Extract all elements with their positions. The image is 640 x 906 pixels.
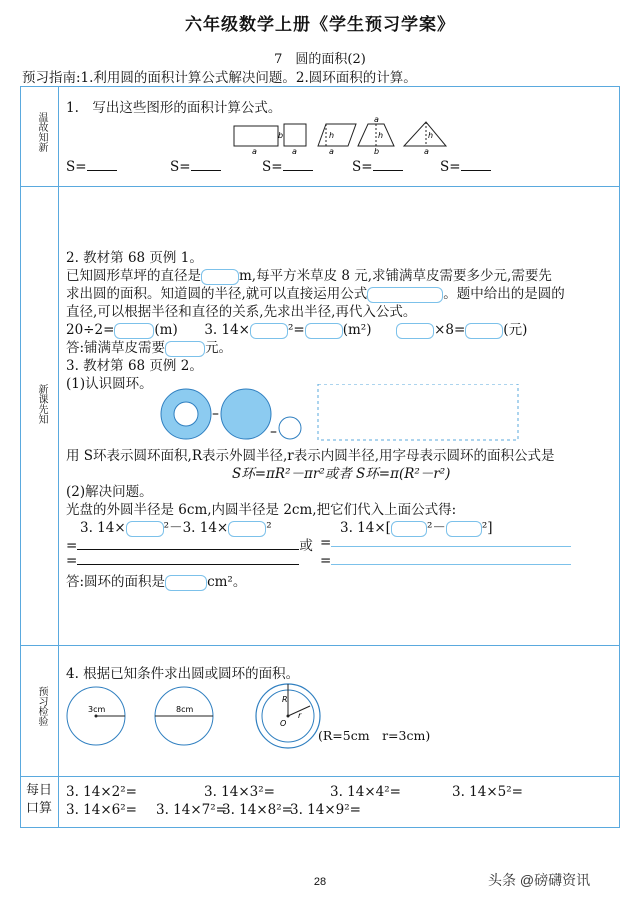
question-2-answer: 答:铺满草皮需要 元。 (66, 340, 233, 356)
svg-text:–: – (270, 424, 277, 440)
work-line-1[interactable]: = 或 (66, 538, 313, 554)
oral-calc-2: 3. 14×3²= (204, 784, 275, 800)
svg-text:a: a (329, 147, 334, 156)
section-label-oral-2: 口算 (25, 801, 52, 816)
expression-1: 3. 14× ²－3. 14× ² (80, 520, 272, 536)
row-divider (20, 645, 620, 646)
page-title: 六年级数学上册《学生预习学案》 (185, 15, 455, 35)
section-label-new: 新课先知 (36, 384, 47, 424)
parallelogram-shape (318, 124, 356, 156)
svg-text:3cm: 3cm (88, 705, 106, 714)
area-formula-blank-2[interactable]: S= (170, 158, 221, 175)
svg-text:h: h (428, 131, 434, 140)
page-number: 28 (313, 876, 327, 888)
question-3-part-1: (1)认识圆环。 (66, 376, 153, 392)
cost-blank[interactable] (465, 323, 503, 339)
svg-text:8cm: 8cm (176, 705, 194, 714)
radius-square-blank[interactable] (250, 323, 288, 339)
question-1: 1. 写出这些图形的面积计算公式。 (66, 100, 282, 116)
svg-text:h: h (329, 131, 335, 140)
question-3-title: 3. 教材第 68 页例 2。 (66, 358, 203, 374)
question-2-line-1: 已知圆形草坪的直径是 m,每平方米草皮 8 元,求铺满草皮需要多少元,需要先 (66, 268, 552, 284)
svg-text:b: b (374, 147, 380, 156)
svg-text:b: b (278, 131, 284, 140)
lesson-title: 7 圆的面积(2) (274, 52, 366, 67)
question-3-answer: 答:圆环的面积是 cm²。 (66, 574, 247, 590)
rectangle-shape (234, 126, 278, 156)
svg-text:r: r (298, 711, 302, 720)
oral-calc-4: 3. 14×5²= (452, 784, 523, 800)
ring-area-blank[interactable] (165, 575, 207, 591)
triangle-shape (404, 122, 446, 156)
oral-calc-5: 3. 14×6²= (66, 802, 137, 818)
work-line-3[interactable]: = (66, 552, 299, 569)
question-3-part-2: (2)解决问题。 (66, 484, 153, 500)
oral-calc-6: 3. 14×7²= (156, 802, 227, 818)
section-label-review: 温故知新 (36, 112, 47, 152)
expression-2: 3. 14×[ ²－ ²] (340, 520, 493, 536)
section-label-oral-1: 每日 (25, 783, 52, 798)
question-2-line-3: 直径,可以根据半径和直径的关系,先求出半径,再代入公式。 (66, 304, 417, 320)
area-formula-blank-5[interactable]: S= (440, 158, 491, 175)
svg-text:a: a (252, 147, 257, 156)
ring-with-radii (256, 684, 320, 748)
question-4: 4. 根据已知条件求出圆或圆环的面积。 (66, 666, 300, 682)
oral-calc-1: 3. 14×2²= (66, 784, 137, 800)
shapes-figure (228, 110, 460, 156)
question-2-title: 2. 教材第 68 页例 1。 (66, 250, 203, 266)
cd-problem: 光盘的外圆半径是 6cm,内圆半径是 2cm,把它们代入上面公式得: (66, 502, 457, 518)
oral-calc-7: 3. 14×8²= (222, 802, 293, 818)
work-line-2[interactable]: = (320, 534, 571, 551)
row-divider (20, 186, 620, 187)
ring-description: 用 S环表示圆环面积,R表示外圆半径,r表示内圆半径,用字母表示圆环的面积公式是 (66, 448, 555, 464)
svg-text:a: a (424, 147, 429, 156)
work-line-4[interactable]: = (320, 552, 571, 569)
watermark: 头条 @磅礴资讯 (488, 872, 591, 888)
trapezoid-shape (358, 115, 394, 156)
outer-circle (221, 389, 271, 439)
oral-calc-8: 3. 14×9²= (290, 802, 361, 818)
area-blank[interactable] (305, 323, 343, 339)
area-formula-blank-1[interactable]: S= (66, 158, 117, 175)
ring-figure (150, 384, 530, 446)
question-2-line-2: 求出圆的面积。知道圆的半径,就可以直接运用公式 。题中给出的是圆的 (66, 286, 565, 302)
circle-radius-3cm (67, 687, 125, 745)
row-divider (20, 776, 620, 777)
question-2-calculation: 20÷2= (m) 3. 14× ²= (m²) ×8= (元) (66, 322, 528, 338)
svg-text:h: h (378, 131, 384, 140)
answer-box[interactable] (318, 384, 518, 440)
inner-circle (279, 417, 301, 439)
svg-text:O: O (280, 719, 287, 728)
svg-text:a: a (374, 115, 379, 124)
circle-diameter-8cm (155, 687, 213, 745)
circles-figure (60, 676, 340, 754)
svg-text:a: a (292, 147, 297, 156)
oral-calc-3: 3. 14×4²= (330, 784, 401, 800)
area-formula-blank-3[interactable]: S= (262, 158, 313, 175)
ring-dimensions: (R=5cm r=3cm) (318, 728, 431, 743)
section-label-check: 预习检验 (36, 686, 47, 726)
area-copy-blank[interactable] (396, 323, 434, 339)
column-divider (58, 86, 59, 828)
svg-text:R: R (282, 695, 288, 704)
ring-formula: S环=πR²－πr²或者 S环=π(R²－r²) (232, 466, 451, 482)
square-shape (278, 124, 306, 156)
area-formula-blank-4[interactable]: S= (352, 158, 403, 175)
ring-shape (161, 389, 211, 439)
preview-guide: 预习指南:1.利用圆的面积计算公式解决问题。2.圆环面积的计算。 (22, 70, 417, 86)
svg-text:–: – (212, 406, 219, 422)
